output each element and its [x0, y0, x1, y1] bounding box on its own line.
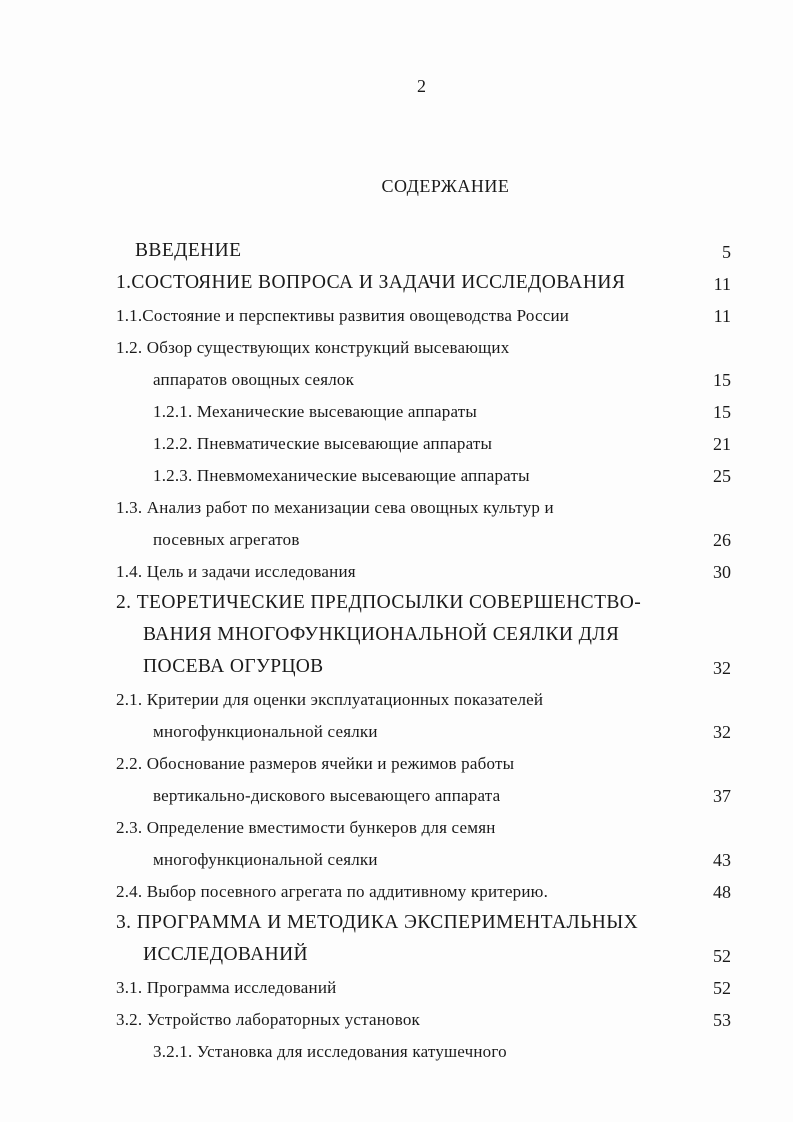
- toc-entry-text: 1.1.Состояние и перспективы развития овощеводства России: [116, 306, 570, 325]
- toc-entry-page: 53: [713, 1010, 731, 1030]
- toc-entry-page: 37: [713, 786, 731, 806]
- toc-entry-text: ИССЛЕДОВАНИЙ: [143, 944, 309, 965]
- toc-entry-text: 2.3. Определение вместимости бункеров для семян: [116, 818, 496, 837]
- toc-entry-page: 25: [713, 466, 731, 486]
- toc-entry-text: 3.1. Программа исследований: [116, 978, 337, 997]
- toc-entry-text: многофункциональной сеялки: [153, 722, 378, 741]
- toc-entry-text: 1.2.1. Механические высевающие аппараты: [153, 402, 478, 421]
- toc-entry-text: посевных агрегатов: [153, 530, 300, 549]
- toc-entry-page: 48: [713, 882, 731, 902]
- toc-entry-page: 11: [713, 274, 731, 294]
- toc-entry-text: 2.4. Выбор посевного агрегата по аддитивному критерию.: [116, 882, 549, 901]
- toc-entry-text: 2.2. Обоснование размеров ячейки и режимов работы: [116, 754, 515, 773]
- toc-entry-page: 15: [713, 370, 731, 390]
- toc-entry-text: многофункциональной сеялки: [153, 850, 378, 869]
- toc-entry-text: 2. ТЕОРЕТИЧЕСКИЕ ПРЕДПОСЫЛКИ СОВЕРШЕНСТВО-: [116, 592, 642, 613]
- toc-title: СОДЕРЖАНИЕ: [381, 176, 510, 196]
- toc-entry-text: аппаратов овощных сеялок: [153, 370, 355, 389]
- toc-entry-text: 2.1. Критерии для оценки эксплуатационных показателей: [116, 690, 544, 709]
- toc-entry-page: 26: [713, 530, 731, 550]
- toc-entry-text: 1.2.2. Пневматические высевающие аппараты: [153, 434, 493, 453]
- toc-entry-text: 1.2.3. Пневмомеханические высевающие аппараты: [153, 466, 530, 485]
- toc-entry-page: 11: [713, 306, 731, 326]
- toc-entry-page: 52: [713, 978, 731, 998]
- toc-entry-text: 1.СОСТОЯНИЕ ВОПРОСА И ЗАДАЧИ ИССЛЕДОВАНИЯ: [116, 272, 626, 293]
- toc-entry-page: 52: [713, 946, 731, 966]
- toc-entry-text: вертикально-дискового высевающего аппарата: [153, 786, 501, 805]
- toc-entry-page: 21: [713, 434, 731, 454]
- toc-entry-text: 3.2.1. Установка для исследования катушечного: [153, 1042, 507, 1061]
- toc-entry-page: 5: [722, 242, 731, 262]
- page-number: 2: [417, 76, 426, 96]
- toc-entry-page: 32: [713, 722, 731, 742]
- toc-entry-page: 32: [713, 658, 731, 678]
- toc-entry-text: 1.4. Цель и задачи исследования: [116, 562, 356, 581]
- toc-entry-text: ВВЕДЕНИЕ: [135, 240, 242, 261]
- toc-entry-text: 3.2. Устройство лабораторных установок: [116, 1010, 421, 1029]
- toc-entry-text: 3. ПРОГРАММА И МЕТОДИКА ЭКСПЕРИМЕНТАЛЬНЫХ: [116, 912, 639, 933]
- toc-entry-text: ПОСЕВА ОГУРЦОВ: [143, 656, 324, 677]
- toc-entry-text: 1.2. Обзор существующих конструкций высевающих: [116, 338, 510, 357]
- toc-entry-page: 30: [713, 562, 731, 582]
- toc-entry-text: ВАНИЯ МНОГОФУНКЦИОНАЛЬНОЙ СЕЯЛКИ ДЛЯ: [143, 624, 620, 645]
- toc-entry-text: 1.3. Анализ работ по механизации сева овощных культур и: [116, 498, 554, 517]
- toc-entry-page: 15: [713, 402, 731, 422]
- toc-entry-page: 43: [713, 850, 731, 870]
